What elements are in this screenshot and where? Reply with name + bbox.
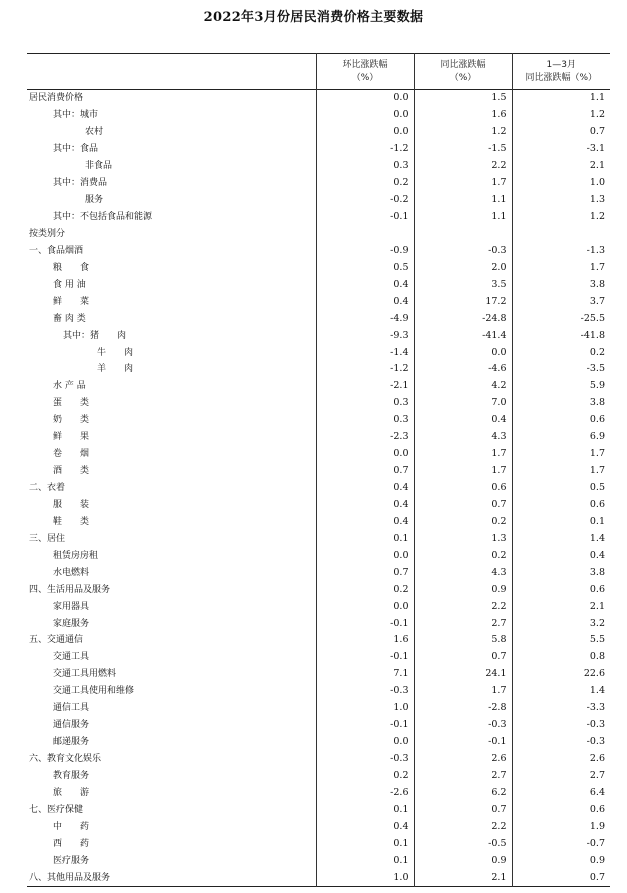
row-label: 四、生活用品及服务: [29, 584, 111, 595]
yoy-value: 0.9: [414, 852, 512, 869]
ytd-value: 0.4: [512, 547, 610, 564]
row-label: 六、教育文化娱乐: [29, 754, 102, 765]
mom-value: 0.3: [316, 412, 414, 429]
yoy-value: -41.4: [414, 327, 512, 344]
table-row: [27, 310, 610, 327]
ytd-value: 0.7: [512, 869, 610, 886]
yoy-value: 0.4: [414, 412, 512, 429]
row-label: 居民消费价格: [29, 93, 84, 104]
header-ytd-line1: 1—3月: [546, 59, 576, 70]
ytd-value: 1.7: [512, 446, 610, 463]
header-ytd-line2: 同比涨跌幅（%）: [525, 72, 598, 83]
table-row: [27, 734, 610, 751]
mom-value: 0.1: [316, 835, 414, 852]
header-yoy-line1: 同比涨跌幅: [440, 59, 486, 70]
ytd-value: 2.6: [512, 751, 610, 768]
ytd-value: 0.6: [512, 497, 610, 514]
mom-value: -0.1: [316, 615, 414, 632]
ytd-value: -3.1: [512, 141, 610, 158]
ytd-value: -3.3: [512, 700, 610, 717]
row-label: 奶 类: [53, 415, 90, 426]
yoy-value: 2.2: [414, 598, 512, 615]
table-row: [27, 598, 610, 615]
yoy-value: 4.3: [414, 429, 512, 446]
yoy-value: 0.9: [414, 581, 512, 598]
ytd-value: 1.2: [512, 209, 610, 226]
yoy-value: 3.5: [414, 276, 512, 293]
ytd-value: 1.7: [512, 259, 610, 276]
table-row: [27, 666, 610, 683]
yoy-value: 0.7: [414, 801, 512, 818]
ytd-value: -0.3: [512, 734, 610, 751]
table-row: [27, 327, 610, 344]
table-row: [27, 513, 610, 530]
ytd-value: 6.4: [512, 784, 610, 801]
row-label: 粮 食: [53, 262, 90, 273]
mom-value: 1.0: [316, 700, 414, 717]
ytd-value: 3.2: [512, 615, 610, 632]
ytd-value: 0.5: [512, 480, 610, 497]
ytd-value: -0.3: [512, 717, 610, 734]
yoy-value: 0.7: [414, 497, 512, 514]
mom-value: -2.3: [316, 429, 414, 446]
yoy-value: 1.1: [414, 192, 512, 209]
table-row: [27, 649, 610, 666]
yoy-value: -0.3: [414, 242, 512, 259]
table-row: [27, 175, 610, 192]
row-label: 租赁房房租: [53, 550, 99, 561]
mom-value: -0.1: [316, 209, 414, 226]
table-row: [27, 107, 610, 124]
row-label: 牛 肉: [97, 347, 134, 358]
table-row: [27, 361, 610, 378]
yoy-value: -4.6: [414, 361, 512, 378]
mom-value: -0.3: [316, 751, 414, 768]
ytd-value: 0.7: [512, 124, 610, 141]
ytd-value: 1.3: [512, 192, 610, 209]
ytd-value: 1.4: [512, 530, 610, 547]
table-row: [27, 276, 610, 293]
yoy-value: -24.8: [414, 310, 512, 327]
row-label: 中 药: [53, 821, 90, 832]
row-label: 水电燃料: [53, 567, 90, 578]
mom-value: 0.4: [316, 818, 414, 835]
yoy-value: 1.7: [414, 175, 512, 192]
row-label: 鞋 类: [53, 516, 90, 527]
yoy-value: -2.8: [414, 700, 512, 717]
yoy-value: -1.5: [414, 141, 512, 158]
ytd-value: 0.6: [512, 412, 610, 429]
yoy-value: 7.0: [414, 395, 512, 412]
yoy-value: 2.2: [414, 158, 512, 175]
ytd-value: 2.1: [512, 158, 610, 175]
mom-value: -1.4: [316, 344, 414, 361]
ytd-value: 3.8: [512, 564, 610, 581]
table-row: [27, 768, 610, 785]
row-label: 其中：猪 肉: [63, 330, 127, 341]
ytd-value: -3.5: [512, 361, 610, 378]
table-row: [27, 835, 610, 852]
table-row: [27, 700, 610, 717]
mom-value: 0.0: [316, 107, 414, 124]
ytd-value: 0.1: [512, 513, 610, 530]
mom-value: 0.4: [316, 276, 414, 293]
ytd-value: 2.1: [512, 598, 610, 615]
table-row: [27, 158, 610, 175]
row-label: 邮递服务: [53, 737, 90, 748]
table-row: [27, 632, 610, 649]
mom-value: 0.2: [316, 175, 414, 192]
mom-value: 0.1: [316, 801, 414, 818]
table-row: [27, 90, 610, 107]
table-row: [27, 242, 610, 259]
yoy-value: 17.2: [414, 293, 512, 310]
mom-value: -2.6: [316, 784, 414, 801]
yoy-value: 2.7: [414, 615, 512, 632]
yoy-value: 2.2: [414, 818, 512, 835]
ytd-value: 0.2: [512, 344, 610, 361]
ytd-value: 0.9: [512, 852, 610, 869]
row-label: 水 产 品: [53, 381, 86, 392]
mom-value: 0.0: [316, 446, 414, 463]
row-label: 交通工具用燃料: [53, 669, 117, 680]
row-label: 农村: [85, 127, 104, 138]
table-row: [27, 192, 610, 209]
ytd-value: 3.7: [512, 293, 610, 310]
table-row: [27, 378, 610, 395]
yoy-value: 1.2: [414, 124, 512, 141]
mom-value: 0.2: [316, 581, 414, 598]
table-row: [27, 480, 610, 497]
mom-value: [316, 226, 414, 243]
yoy-value: [414, 226, 512, 243]
table-row: [27, 801, 610, 818]
row-label: 其中：消费品: [53, 178, 108, 189]
row-label: 家用器具: [53, 601, 90, 612]
mom-value: -0.1: [316, 717, 414, 734]
yoy-value: 0.7: [414, 649, 512, 666]
table-row: [27, 226, 610, 243]
table-row: [27, 751, 610, 768]
ytd-value: 1.0: [512, 175, 610, 192]
table-row: [27, 615, 610, 632]
yoy-value: 0.6: [414, 480, 512, 497]
row-label: 鲜 菜: [53, 296, 90, 307]
table-row: [27, 412, 610, 429]
table-header: [27, 54, 610, 90]
table-row: [27, 429, 610, 446]
table-row: [27, 344, 610, 361]
mom-value: 0.4: [316, 497, 414, 514]
header-year-on-year: [414, 54, 512, 90]
mom-value: 0.7: [316, 463, 414, 480]
yoy-value: 0.2: [414, 513, 512, 530]
row-label: 家庭服务: [53, 618, 90, 629]
table-row: [27, 869, 610, 886]
yoy-value: 2.7: [414, 768, 512, 785]
row-label: 其中：城市: [53, 110, 99, 121]
row-label: 七、医疗保健: [29, 804, 84, 815]
yoy-value: -0.1: [414, 734, 512, 751]
table-row: [27, 530, 610, 547]
table-row: [27, 683, 610, 700]
table-row: [27, 852, 610, 869]
yoy-value: 24.1: [414, 666, 512, 683]
mom-value: 1.0: [316, 869, 414, 886]
row-label: 二、衣着: [29, 483, 66, 494]
yoy-value: 1.5: [414, 90, 512, 107]
mom-value: 1.6: [316, 632, 414, 649]
ytd-value: 1.4: [512, 683, 610, 700]
table-row: [27, 564, 610, 581]
mom-value: 0.1: [316, 530, 414, 547]
table-row: [27, 209, 610, 226]
yoy-value: 1.1: [414, 209, 512, 226]
mom-value: 0.0: [316, 598, 414, 615]
row-label: 服务: [85, 195, 104, 206]
mom-value: -9.3: [316, 327, 414, 344]
ytd-value: 0.6: [512, 581, 610, 598]
row-label: 旅 游: [53, 787, 90, 798]
row-label: 鲜 果: [53, 432, 90, 443]
ytd-value: 22.6: [512, 666, 610, 683]
ytd-value: 1.7: [512, 463, 610, 480]
mom-value: 0.0: [316, 734, 414, 751]
table-row: [27, 463, 610, 480]
yoy-value: 1.6: [414, 107, 512, 124]
row-label: 一、食品烟酒: [29, 245, 84, 256]
row-label: 非食品: [85, 161, 113, 172]
yoy-value: 2.6: [414, 751, 512, 768]
table-row: [27, 497, 610, 514]
ytd-value: -1.3: [512, 242, 610, 259]
table-row: [27, 141, 610, 158]
yoy-value: 6.2: [414, 784, 512, 801]
mom-value: 0.4: [316, 293, 414, 310]
yoy-value: -0.5: [414, 835, 512, 852]
row-label: 食 用 油: [53, 279, 86, 290]
row-label: 交通工具使用和维修: [53, 686, 135, 697]
yoy-value: -0.3: [414, 717, 512, 734]
header-yoy-line2: （%）: [449, 72, 477, 83]
row-label: 通信工具: [53, 703, 90, 714]
ytd-value: 5.5: [512, 632, 610, 649]
ytd-value: [512, 226, 610, 243]
ytd-value: 3.8: [512, 276, 610, 293]
mom-value: -1.2: [316, 141, 414, 158]
row-label: 蛋 类: [53, 398, 90, 409]
yoy-value: 2.0: [414, 259, 512, 276]
row-label: 西 药: [53, 838, 90, 849]
table-row: [27, 581, 610, 598]
mom-value: 0.1: [316, 852, 414, 869]
yoy-value: 2.1: [414, 869, 512, 886]
row-label: 酒 类: [53, 466, 90, 477]
yoy-value: 1.7: [414, 463, 512, 480]
table-row: [27, 717, 610, 734]
mom-value: 0.0: [316, 124, 414, 141]
yoy-value: 1.3: [414, 530, 512, 547]
yoy-value: 1.7: [414, 446, 512, 463]
mom-value: -0.3: [316, 683, 414, 700]
mom-value: -0.9: [316, 242, 414, 259]
row-label: 服 装: [53, 499, 90, 510]
mom-value: 0.4: [316, 480, 414, 497]
ytd-value: 3.8: [512, 395, 610, 412]
table-title: 2022年3月份居民消费价格主要数据: [203, 10, 424, 25]
header-mom-line1: 环比涨跌幅: [342, 59, 388, 70]
mom-value: 0.0: [316, 90, 414, 107]
header-mom-line2: （%）: [351, 72, 379, 83]
header-item-column: [27, 54, 316, 90]
header-year-to-date: [512, 54, 610, 90]
row-label: 医疗服务: [53, 855, 90, 866]
table-row: [27, 784, 610, 801]
mom-value: 7.1: [316, 666, 414, 683]
table-row: [27, 818, 610, 835]
row-label: 其中：食品: [53, 144, 99, 155]
ytd-value: 2.7: [512, 768, 610, 785]
ytd-value: 6.9: [512, 429, 610, 446]
ytd-value: 1.1: [512, 90, 610, 107]
row-label: 羊 肉: [97, 364, 134, 375]
mom-value: 0.2: [316, 768, 414, 785]
table-row: [27, 293, 610, 310]
mom-value: 0.4: [316, 513, 414, 530]
row-label: 教育服务: [53, 770, 90, 781]
table-body: [27, 90, 610, 887]
row-label: 交通工具: [53, 652, 90, 663]
cpi-data-table: [27, 53, 610, 887]
table-row: [27, 395, 610, 412]
yoy-value: 5.8: [414, 632, 512, 649]
yoy-value: 1.7: [414, 683, 512, 700]
yoy-value: 0.2: [414, 547, 512, 564]
row-label: 畜 肉 类: [53, 313, 86, 324]
row-label: 三、居住: [29, 533, 66, 544]
mom-value: 0.5: [316, 259, 414, 276]
yoy-value: 4.3: [414, 564, 512, 581]
mom-value: 0.3: [316, 395, 414, 412]
table-row: [27, 259, 610, 276]
ytd-value: 5.9: [512, 378, 610, 395]
mom-value: -2.1: [316, 378, 414, 395]
ytd-value: 0.8: [512, 649, 610, 666]
mom-value: 0.7: [316, 564, 414, 581]
table-row: [27, 446, 610, 463]
yoy-value: 4.2: [414, 378, 512, 395]
row-label: 其中：不包括食品和能源: [53, 212, 153, 223]
mom-value: -0.2: [316, 192, 414, 209]
row-label: 卷 烟: [53, 449, 90, 460]
mom-value: 0.3: [316, 158, 414, 175]
row-label: 八、其他用品及服务: [29, 872, 111, 883]
table-row: [27, 124, 610, 141]
ytd-value: 1.2: [512, 107, 610, 124]
row-label: 五、交通通信: [29, 635, 84, 646]
yoy-value: 0.0: [414, 344, 512, 361]
table-row: [27, 547, 610, 564]
mom-value: -4.9: [316, 310, 414, 327]
ytd-value: 0.6: [512, 801, 610, 818]
mom-value: -1.2: [316, 361, 414, 378]
ytd-value: -0.7: [512, 835, 610, 852]
ytd-value: -41.8: [512, 327, 610, 344]
ytd-value: -25.5: [512, 310, 610, 327]
ytd-value: 1.9: [512, 818, 610, 835]
mom-value: -0.1: [316, 649, 414, 666]
header-month-on-month: [316, 54, 414, 90]
row-label: 按类别分: [29, 228, 66, 239]
mom-value: 0.0: [316, 547, 414, 564]
row-label: 通信服务: [53, 720, 90, 731]
